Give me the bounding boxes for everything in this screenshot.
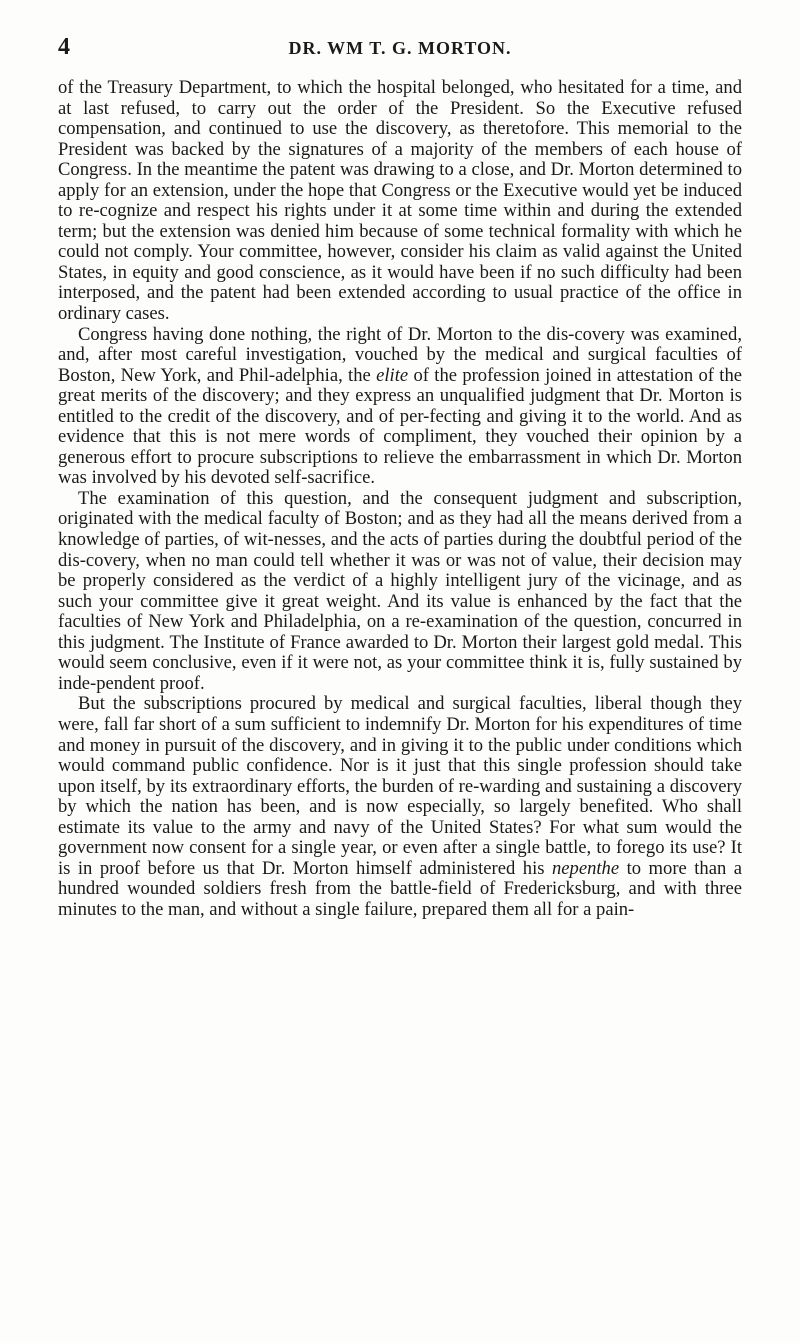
paragraph-text: Congress having done nothing, the right of Dr. Morton to the dis-covery was examined, and, after most careful investigation, vouched by the medical and surgical faculties of Boston, New York, and Phil-adelphia, the — [58, 323, 742, 386]
paragraph-text: The examination of this question, and the consequent judgment and subscription, originated with the medical faculty of Boston; and as they had all the means derived from a knowledge of parties, of wit-nesses, and the acts of parties during the doubtful period of the dis-covery, when no man could tell whether it was or was not of value, their decision may be properly considered as the verdict of a highly intelligent jury of the vicinage, and as such your committee give it great weight. And its value is enhanced by the fact that the faculties of New York and Philadelphia, on a re-examination of the question, concurred in this judgment. The Institute of France awarded to Dr. Morton their largest gold medal. This would seem conclusive, even if it were not, as your committee think it is, fully sustained by inde-pendent proof. — [58, 487, 742, 694]
paragraph-subscriptions — [58, 694, 742, 920]
body-text — [58, 78, 742, 920]
italic-term: nepenthe — [551, 857, 620, 879]
paragraph-text: to more than a hundred wounded soldiers fresh from the battle-field of Fredericksburg, and with three minutes to the man, and without a single failure, prepared them all for a pain- — [58, 857, 743, 920]
paragraph-text: of the Treasury Department, to which the hospital belonged, who hesitated for a time, and at last refused, to carry out the order of the President. So the Executive refused compensation, and continued to use the discovery, as theretofore. This memorial to the President was backed by the signatures of a majority of the members of each house of Congress. In the meantime the patent was drawing to a close, and Dr. Morton determined to apply for an extension, under the hope that Congress or the Executive would yet be induced to re-cognize and respect his rights under it at some time within and during the extended term; but the extension was denied him because of some technical formality with which he could not comply. Your committee, however, consider his claim as valid against the United States, in equity and good conscience, as it would have been if no such difficulty had been interposed, and the patent had been extended according to usual practice of the office in ordinary cases. — [58, 77, 742, 325]
paragraph-congress — [58, 325, 742, 489]
running-header — [58, 34, 742, 60]
paragraph-text: But the subscriptions procured by medical and surgical faculties, liberal though they were, fall far short of a sum sufficient to indemnify Dr. Morton for his expenditures of time and money in pursuit of the discovery, and in giving it to the public under conditions which would command public confidence. Nor is it just that this single profession should take upon itself, by its extraordinary efforts, the burden of re-warding and sustaining a discovery by which the nation has been, and is now especially, so largely benefited. Who shall estimate its value to the army and navy of the United States? For what sum would the government now consent for a single year, or even after a single battle, to forego its use? It is in proof before us that Dr. Morton himself administered his — [58, 693, 742, 879]
italic-term: elite — [376, 364, 409, 386]
paragraph-treasury — [58, 78, 742, 325]
paragraph-text: of the profession joined in attestation of the great merits of the discovery; and they express an unqualified judgment that Dr. Morton is entitled to the credit of the discovery, and of per-fecting and giving it to the world. And as evidence that this is not mere words of compliment, they vouched their opinion by a generous effort to procure subscriptions to relieve the embarrassment in which Dr. Morton was involved by his devoted self-sacrifice. — [58, 364, 742, 489]
running-header-title: DR. WM T. G. MORTON. — [288, 38, 512, 58]
page-number: 4 — [58, 34, 70, 60]
paragraph-examination — [58, 489, 742, 694]
